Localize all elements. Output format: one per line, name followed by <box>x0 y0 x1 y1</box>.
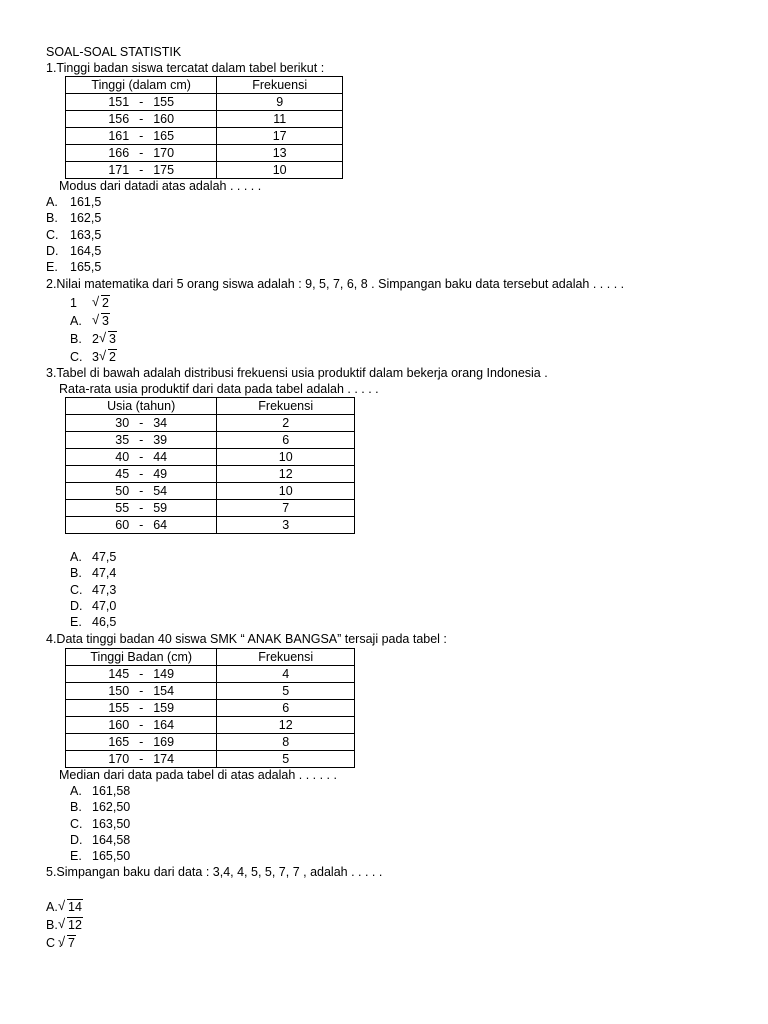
interval-upper: 59 <box>153 500 168 515</box>
table-row <box>66 683 355 700</box>
class-interval-cell <box>66 717 217 734</box>
table-header: Frekuensi <box>217 77 343 94</box>
class-interval-cell <box>66 517 217 534</box>
answer-option <box>46 243 101 259</box>
option-label: C. <box>46 227 59 242</box>
option-value: 162,50 <box>92 800 131 815</box>
frequency-cell: 6 <box>217 700 355 717</box>
answer-option <box>70 565 116 581</box>
table-row <box>66 666 355 683</box>
option-label: D. <box>46 243 59 258</box>
option-label: B. <box>70 332 82 346</box>
interval-upper: 64 <box>153 517 168 532</box>
table-row <box>66 94 343 111</box>
class-interval-cell <box>66 734 217 751</box>
option-label: C. <box>70 350 83 364</box>
square-root-expression <box>92 295 110 311</box>
option-value: 47,5 <box>92 550 117 564</box>
option-label: A. <box>70 314 82 328</box>
frequency-cell: 4 <box>217 666 355 683</box>
question-5-text: 5.Simpangan baku dari data : 3,4, 4, 5, 5, 7, 7 , adalah . . . . . <box>46 865 383 879</box>
frequency-cell: 2 <box>217 415 355 432</box>
radicand: 3 <box>108 332 116 346</box>
table-row <box>66 700 355 717</box>
table-row <box>66 717 355 734</box>
option-label: A. <box>70 550 82 564</box>
radical-coefficient: 2 <box>92 332 99 346</box>
class-interval-cell <box>66 666 217 683</box>
radicand: 3 <box>102 314 109 328</box>
page-title: SOAL-SOAL STATISTIK <box>46 45 182 59</box>
option-value: 165,50 <box>92 849 131 864</box>
table-header: Tinggi Badan (cm) <box>66 649 217 666</box>
answer-option <box>70 313 110 329</box>
frequency-cell: 12 <box>217 466 355 483</box>
square-root-expression <box>58 899 83 915</box>
interval-upper: 44 <box>153 449 168 464</box>
answer-option <box>70 832 130 848</box>
interval-dash: - <box>139 94 144 109</box>
frequency-cell: 5 <box>217 751 355 768</box>
answer-option <box>70 783 130 799</box>
interval-lower: 55 <box>115 500 130 515</box>
answer-option <box>70 349 117 365</box>
square-root-expression <box>99 331 117 347</box>
square-root-expression <box>58 917 83 933</box>
frequency-cell: 17 <box>217 128 343 145</box>
interval-lower: 30 <box>115 415 130 430</box>
interval-lower: 150 <box>108 683 130 698</box>
class-interval-cell <box>66 751 217 768</box>
interval-lower: 35 <box>115 432 130 447</box>
radicand: 7 <box>68 936 75 950</box>
radicand: 2 <box>108 350 116 364</box>
table-row <box>66 111 343 128</box>
question-3-text: 3.Tabel di bawah adalah distribusi frekuensi usia produktif dalam bekerja orang Indonesia . <box>46 366 548 380</box>
frequency-cell: 6 <box>217 432 355 449</box>
option-label: E. <box>70 615 82 630</box>
option-label: B. <box>70 566 82 581</box>
interval-dash: - <box>139 432 144 447</box>
answer-option <box>70 848 130 864</box>
table-row <box>66 734 355 751</box>
frequency-cell: 10 <box>217 449 355 466</box>
table-header: Frekuensi <box>217 398 355 415</box>
question-3-prompt: Rata-rata usia produktif dari data pada tabel adalah . . . . . <box>59 382 379 396</box>
interval-dash: - <box>139 751 144 766</box>
interval-lower: 170 <box>108 751 130 766</box>
frequency-cell: 10 <box>217 483 355 500</box>
option-label: C. <box>70 582 83 597</box>
option-label: A. <box>46 195 58 209</box>
table-row <box>66 466 355 483</box>
question-1-prompt: Modus dari datadi atas adalah . . . . . <box>59 179 262 193</box>
frequency-cell: 5 <box>217 683 355 700</box>
option-label: B. <box>46 918 58 932</box>
option-value: 47,0 <box>92 598 117 613</box>
option-label: D. <box>70 598 83 613</box>
q4-frequency-table <box>65 648 355 768</box>
table-row <box>66 128 343 145</box>
table-row <box>66 517 355 534</box>
table-row <box>66 449 355 466</box>
option-value: 161,5 <box>70 195 102 209</box>
table-row <box>66 415 355 432</box>
option-value: 165,5 <box>70 260 102 275</box>
interval-upper: 49 <box>153 466 168 481</box>
interval-lower: 45 <box>115 466 130 481</box>
option-value: 164,58 <box>92 832 131 847</box>
interval-upper: 164 <box>153 717 175 732</box>
interval-upper: 54 <box>153 483 168 498</box>
question-4-prompt: Median dari data pada tabel di atas adalah . . . . . . <box>59 768 337 782</box>
answer-option <box>46 259 101 275</box>
interval-upper: 174 <box>153 751 175 766</box>
interval-upper: 159 <box>153 700 175 715</box>
interval-upper: 160 <box>153 111 175 126</box>
interval-lower: 171 <box>108 162 130 177</box>
answer-option <box>46 935 76 951</box>
option-value: 47,4 <box>92 566 117 581</box>
frequency-cell: 12 <box>217 717 355 734</box>
table-row <box>66 751 355 768</box>
interval-dash: - <box>139 145 144 160</box>
class-interval-cell <box>66 683 217 700</box>
question-2-text: 2.Nilai matematika dari 5 orang siswa adalah : 9, 5, 7, 6, 8 . Simpangan baku data tersebut adalah . . . . . <box>46 277 625 291</box>
option-label: C. <box>70 816 83 831</box>
option-label: B. <box>46 211 58 226</box>
table-header: Tinggi (dalam cm) <box>66 77 217 94</box>
interval-lower: 166 <box>108 145 130 160</box>
interval-lower: 161 <box>108 128 130 143</box>
interval-upper: 169 <box>153 734 175 749</box>
class-interval-cell <box>66 483 217 500</box>
option-label: 1 <box>70 296 77 310</box>
table-row <box>66 483 355 500</box>
interval-dash: - <box>139 162 144 177</box>
option-value: 47,3 <box>92 582 117 597</box>
answer-option <box>70 582 116 598</box>
class-interval-cell <box>66 449 217 466</box>
class-interval-cell <box>66 162 217 179</box>
interval-lower: 40 <box>115 449 130 464</box>
interval-lower: 165 <box>108 734 130 749</box>
option-value: 163,50 <box>92 816 131 831</box>
interval-lower: 151 <box>108 94 130 109</box>
interval-lower: 145 <box>108 666 130 681</box>
frequency-cell: 7 <box>217 500 355 517</box>
interval-upper: 154 <box>153 683 175 698</box>
interval-upper: 149 <box>153 666 175 681</box>
interval-dash: - <box>139 666 144 681</box>
answer-option <box>70 614 116 630</box>
interval-dash: - <box>139 466 144 481</box>
interval-dash: - <box>139 683 144 698</box>
frequency-cell: 3 <box>217 517 355 534</box>
radicand: 14 <box>68 900 82 914</box>
interval-dash: - <box>139 111 144 126</box>
class-interval-cell <box>66 432 217 449</box>
option-value: 161,58 <box>92 784 131 798</box>
interval-upper: 165 <box>153 128 175 143</box>
option-value: 162,5 <box>70 211 102 226</box>
square-root-expression <box>92 313 110 329</box>
option-label: B. <box>70 800 82 815</box>
table-header: Frekuensi <box>217 649 355 666</box>
interval-upper: 155 <box>153 94 175 109</box>
interval-lower: 50 <box>115 483 130 498</box>
interval-dash: - <box>139 415 144 430</box>
class-interval-cell <box>66 145 217 162</box>
answer-option <box>70 295 110 311</box>
class-interval-cell <box>66 111 217 128</box>
option-label: C . <box>46 936 62 950</box>
answer-option <box>46 917 83 933</box>
interval-lower: 160 <box>108 717 130 732</box>
table-row <box>66 500 355 517</box>
answer-option <box>46 210 101 226</box>
class-interval-cell <box>66 466 217 483</box>
interval-dash: - <box>139 700 144 715</box>
option-label: A. <box>70 784 82 798</box>
answer-option <box>70 598 116 614</box>
class-interval-cell <box>66 415 217 432</box>
answer-option <box>70 331 117 347</box>
class-interval-cell <box>66 500 217 517</box>
frequency-cell: 8 <box>217 734 355 751</box>
answer-option <box>46 227 101 243</box>
class-interval-cell <box>66 128 217 145</box>
radicand: 2 <box>102 296 109 310</box>
frequency-cell: 10 <box>217 162 343 179</box>
interval-lower: 156 <box>108 111 130 126</box>
radicand: 12 <box>68 918 82 932</box>
option-label: D. <box>70 832 83 847</box>
interval-dash: - <box>139 483 144 498</box>
option-value: 164,5 <box>70 243 102 258</box>
radical-coefficient: 3 <box>92 350 99 364</box>
interval-dash: - <box>139 128 144 143</box>
table-row <box>66 162 343 179</box>
table-row <box>66 145 343 162</box>
option-label: E. <box>46 260 58 275</box>
square-root-expression <box>99 349 117 365</box>
option-value: 46,5 <box>92 615 117 630</box>
frequency-cell: 9 <box>217 94 343 111</box>
question-1-text: 1.Tinggi badan siswa tercatat dalam tabel berikut : <box>46 61 325 75</box>
answer-option <box>70 816 130 832</box>
option-label: E. <box>70 849 82 864</box>
table-row <box>66 432 355 449</box>
option-label: A. <box>46 900 58 914</box>
interval-dash: - <box>139 449 144 464</box>
answer-option <box>70 549 116 565</box>
interval-dash: - <box>139 717 144 732</box>
q1-frequency-table <box>65 76 343 179</box>
interval-dash: - <box>139 734 144 749</box>
table-header: Usia (tahun) <box>66 398 217 415</box>
class-interval-cell <box>66 94 217 111</box>
question-4-text: 4.Data tinggi badan 40 siswa SMK “ ANAK BANGSA” tersaji pada tabel : <box>46 632 447 646</box>
q3-frequency-table <box>65 397 355 534</box>
interval-dash: - <box>139 517 144 532</box>
interval-lower: 155 <box>108 700 130 715</box>
interval-lower: 60 <box>115 517 130 532</box>
frequency-cell: 13 <box>217 145 343 162</box>
interval-upper: 170 <box>153 145 175 160</box>
interval-upper: 39 <box>153 432 168 447</box>
answer-option <box>46 194 101 210</box>
square-root-expression <box>58 935 76 951</box>
class-interval-cell <box>66 700 217 717</box>
interval-dash: - <box>139 500 144 515</box>
interval-upper: 34 <box>153 415 168 430</box>
answer-option <box>46 899 83 915</box>
option-value: 163,5 <box>70 227 102 242</box>
answer-option <box>70 799 130 815</box>
interval-upper: 175 <box>153 162 175 177</box>
frequency-cell: 11 <box>217 111 343 128</box>
